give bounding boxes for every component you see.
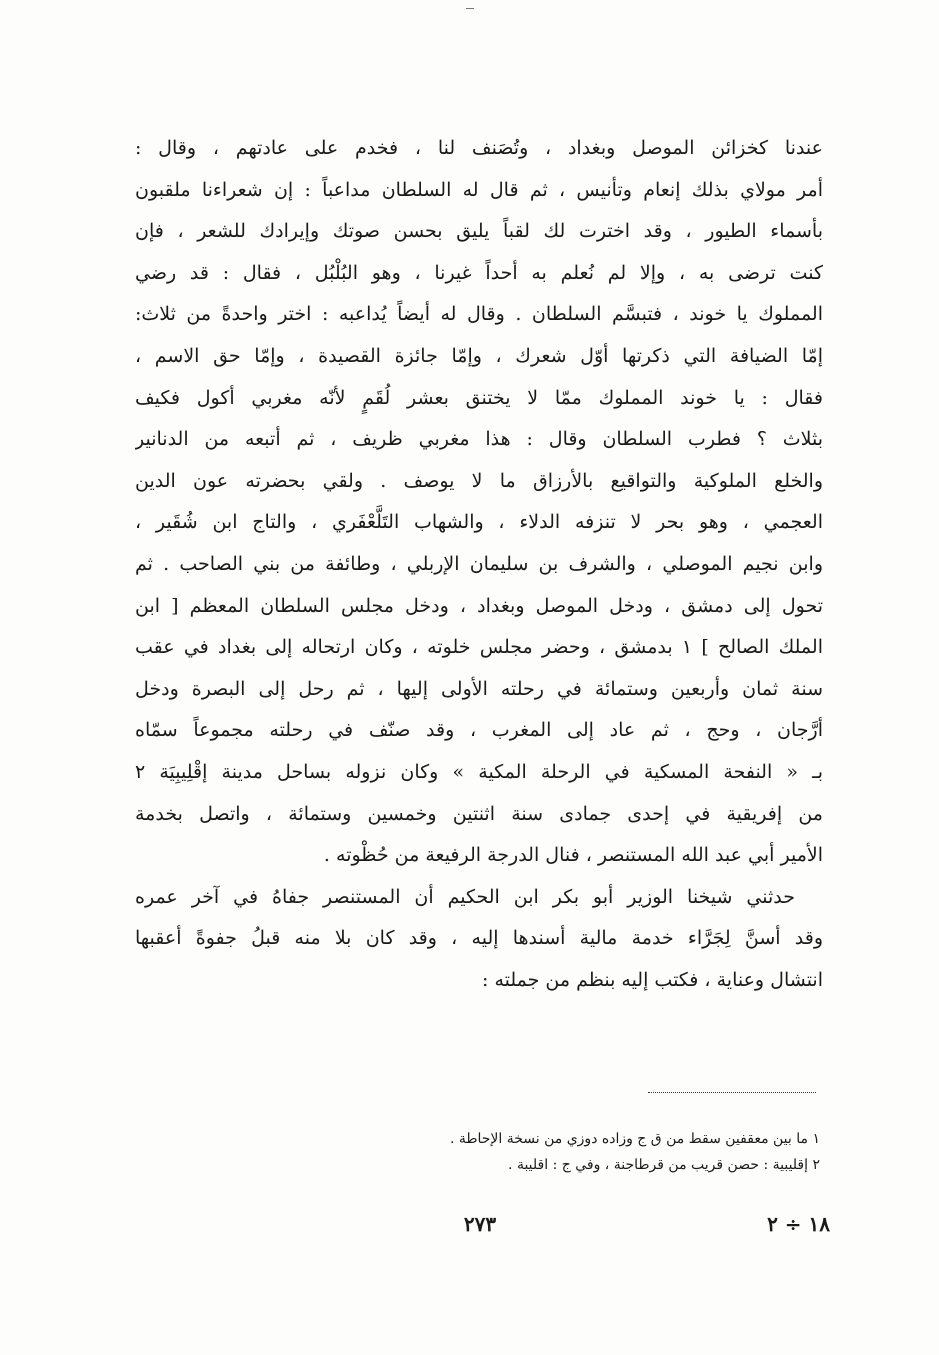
text-line: المملوك يا خوند ، فتبسَّم السلطان . وقال له أيضاً يُداعبه : اختر واحدةً من ثلاث: [135, 303, 823, 326]
text-line: من إفريقية في إحدى جمادى سنة اثنتين وخمسين وستمائة ، واتصل بخدمة [135, 802, 823, 825]
printer-signature: ١٨ ÷ ٢ [767, 1212, 830, 1236]
top-mark [466, 8, 474, 9]
text-line: والخلع الملوكية والتواقيع بالأرزاق ما لا يوصف . ولقي بحضرته عون الدين [135, 469, 823, 492]
footnote: ٢ إقليبية : حصن قريب من قرطاجنة ، وفي ج : اقليبة . [508, 1157, 820, 1173]
text-line: الأمير أبي عبد الله المستنصر ، فنال الدرجة الرفيعة من حُظْوته . [323, 844, 823, 867]
text-line: إمّا الضيافة التي ذكرتها أوّل شعرك ، وإمّا جائزة القصيدة ، وإمّا حق الاسم ، [135, 344, 823, 367]
text-line: وابن نجيم الموصلي ، والشرف بن سليمان الإربلي ، وطائفة من بني الصاحب . ثم [135, 552, 823, 575]
text-line: العجمي ، وهو بحر لا تنزفه الدلاء ، والشهاب التَلَّعْفَري ، والتاج ابن شُقَير ، [135, 511, 823, 534]
text-line: تحول إلى دمشق ، ودخل الموصل وبغداد ، ودخل مجلس السلطان المعظم [ ابن [135, 594, 823, 617]
text-line: حدثني شيخنا الوزير أبو بكر ابن الحكيم أن المستنصر جفاهُ في آخر عمره [135, 885, 795, 908]
main-text [135, 128, 823, 1001]
text-line: أمر مولاي بذلك إنعام وتأنيس ، ثم قال له السلطان مداعباً : إن شعراءنا ملقبون [135, 178, 823, 201]
footnote: ١ ما بين معقفين سقط من ق ج وزاده دوزي من نسخة الإحاطة . [449, 1131, 820, 1147]
text-line: بأسماء الطيور ، وقد اخترت لك لقباً يليق بحسن صوتك وإيرادك للشعر ، فإن [135, 220, 823, 243]
text-line: كنت ترضى به ، وإلا لم نُعلم به أحداً غيرنا ، وهو البُلْبُل ، فقال : قد رضي [135, 261, 823, 284]
text-line: بثلاث ؟ فطرب السلطان وقال : هذا مغربي ظريف ، ثم أتبعه من الدنانير [135, 428, 823, 451]
text-line: سنة ثمان وأربعين وستمائة في رحلته الأولى إليها ، ثم رحل إلى البصرة ودخل [135, 677, 823, 700]
text-line: فقال : يا خوند المملوك ممّا لا يختنق بعشر لُقَمٍ لأنّه مغربي أكول فكيف [135, 386, 823, 409]
text-line: انتشال وعناية ، فكتب إليه بنظم من جملته : [482, 968, 823, 991]
page-number: ٢٧٣ [463, 1212, 497, 1236]
text-line: الملك الصالح ] ١ بدمشق ، وحضر مجلس خلوته ، وكان ارتحاله إلى بغداد في عقب [135, 636, 823, 659]
footnote-separator [648, 1092, 816, 1093]
footnotes [300, 1126, 820, 1178]
text-line: وقد أسنَّ لِجَرَّاء خدمة مالية أسندها إليه ، وقد كان بلا منه قبلُ جفوةً أعقبها [135, 927, 823, 950]
text-line: عندنا كخزائن الموصل وبغداد ، وتُصَنف لنا ، فخدم على عادتهم ، وقال : [135, 137, 823, 159]
text-line: بـ « النفحة المسكية في الرحلة المكية » وكان نزوله بساحل مدينة إقْلِيبِيَة ٢ [135, 760, 823, 783]
text-line: أرَّجان ، وحج ، ثم عاد إلى المغرب ، وقد صنّف في رحلته مجموعاً سمّاه [135, 719, 823, 742]
